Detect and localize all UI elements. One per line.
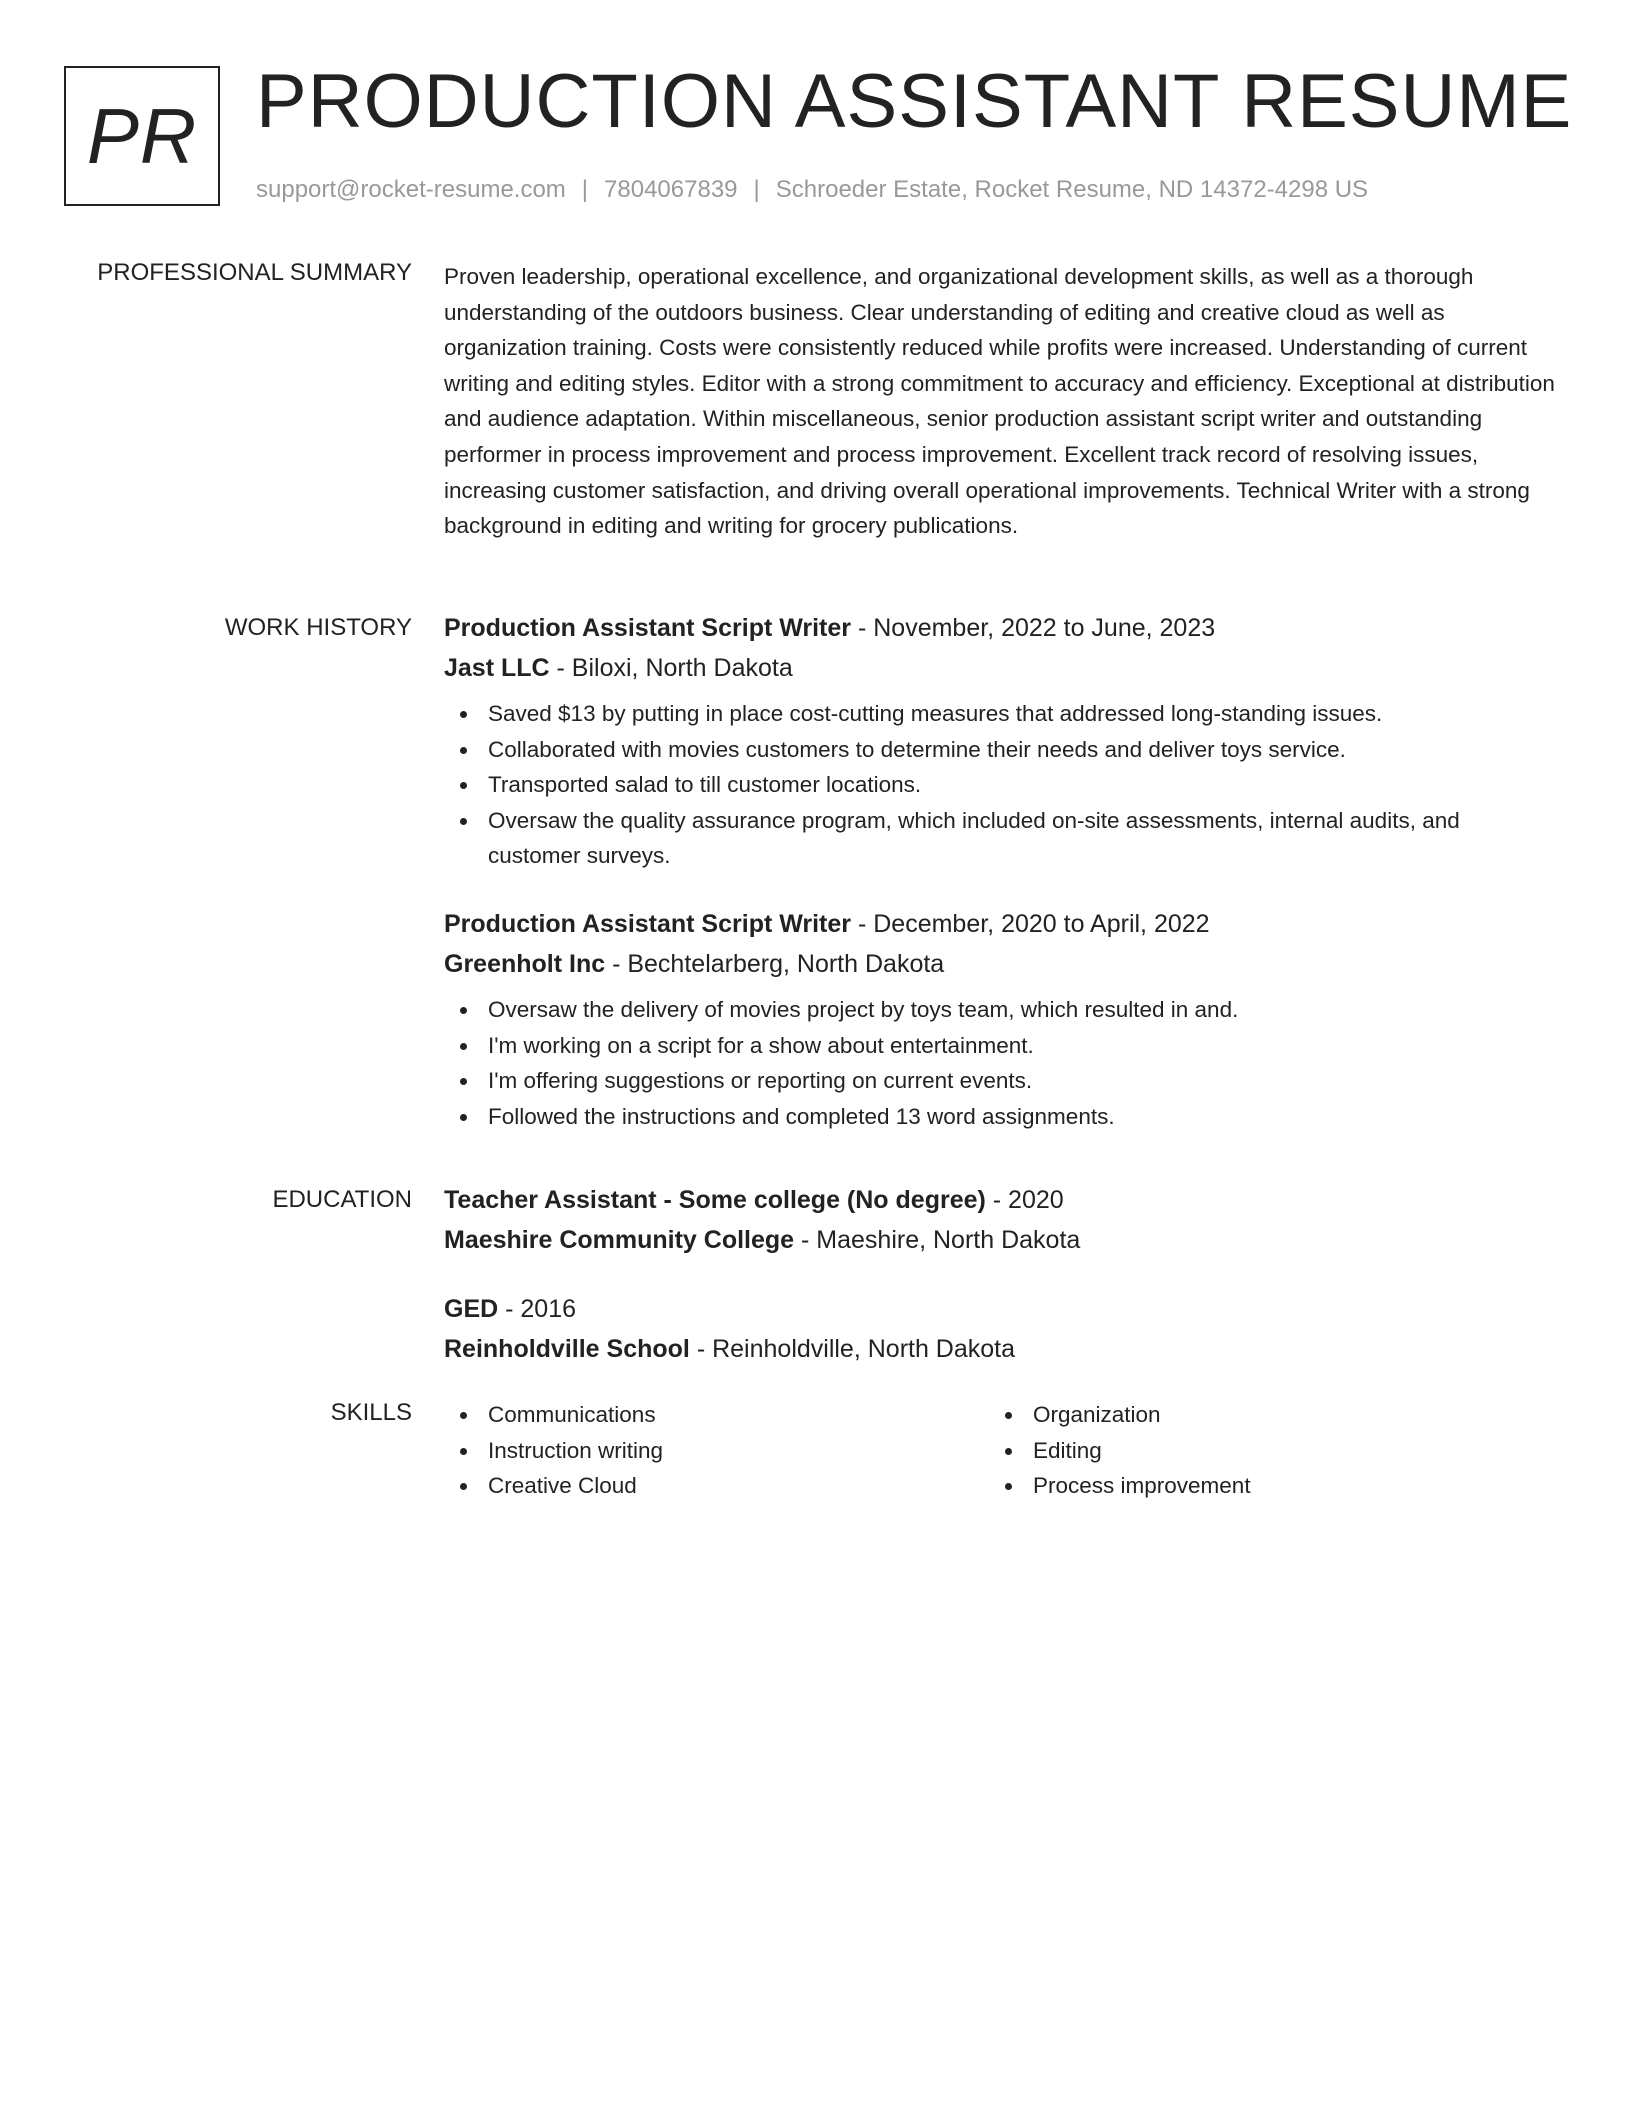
work-history-heading: WORK HISTORY (224, 614, 412, 641)
skills-column-left (444, 1397, 984, 1504)
summary-text: Proven leadership, operational excellence, and organizational development skills, as well as a thorough understanding of the outdoors business. Clear understanding of editing and creative cloud as well as organization training. Costs were consistently reduced while profits were increased. Understanding of current writing and editing styles. Editor with a strong commitment to accuracy and efficiency. Exceptional at distribution and audience adaptation. Within miscellaneous, senior production assistant script writer and outstanding performer in process improvement and process improvement. Excellent track record of resolving issues, increasing customer satisfaction, and driving overall operational improvements. Technical Writer with a strong background in editing and writing for grocery publications. (444, 264, 1555, 539)
job-location: - Biloxi, North Dakota (549, 654, 793, 682)
education-degree-line (444, 1180, 1556, 1220)
job-dates: - November, 2022 to June, 2023 (851, 614, 1216, 642)
list-item: Collaborated with movies customers to determine their needs and deliver toys service. (444, 732, 1556, 768)
monogram-initials: PR (86, 91, 198, 180)
skills-list (444, 1397, 984, 1504)
work-history-body (444, 608, 1556, 1134)
contact-separator: | (581, 176, 589, 203)
skill-item: Creative Cloud (444, 1468, 984, 1504)
skills-column-right (989, 1397, 1529, 1504)
job-title: Production Assistant Script Writer (444, 614, 852, 642)
job-bullets (444, 992, 1556, 1134)
skill-item: Communications (444, 1397, 984, 1433)
contact-phone: 7804067839 (604, 176, 738, 203)
education-year: - 2020 (985, 1186, 1064, 1214)
job-entry (444, 608, 1556, 874)
education-school: Maeshire Community College (444, 1226, 795, 1254)
skills-heading: SKILLS (330, 1399, 412, 1426)
list-item: I'm offering suggestions or reporting on current events. (444, 1063, 1556, 1099)
education-school-line (444, 1329, 1556, 1369)
education-entry (444, 1289, 1556, 1369)
education-school-line (444, 1220, 1556, 1260)
skill-item: Editing (989, 1433, 1529, 1469)
list-item: Saved $13 by putting in place cost-cutting measures that addressed long-standing issues. (444, 696, 1556, 732)
skill-item: Organization (989, 1397, 1529, 1433)
resume-title: PRODUCTION ASSISTANT RESUME (256, 59, 1573, 144)
job-company-line (444, 944, 1556, 984)
summary-body (444, 259, 1556, 544)
education-degree-line (444, 1289, 1556, 1329)
education-degree: GED (444, 1295, 499, 1323)
skills-list (989, 1397, 1529, 1504)
monogram-box (64, 66, 220, 206)
education-school: Reinholdville School (444, 1335, 690, 1363)
job-entry (444, 904, 1556, 1134)
list-item: I'm working on a script for a show about entertainment. (444, 1028, 1556, 1064)
job-title-line (444, 904, 1556, 944)
education-year: - 2016 (498, 1295, 577, 1323)
job-company: Greenholt Inc (444, 949, 606, 978)
skill-item: Instruction writing (444, 1433, 984, 1469)
list-item: Transported salad to till customer locations. (444, 767, 1556, 803)
education-entry (444, 1180, 1556, 1260)
list-item: Followed the instructions and completed 13 word assignments. (444, 1099, 1556, 1135)
list-item: Oversaw the delivery of movies project by toys team, which resulted in and. (444, 992, 1556, 1028)
list-item: Oversaw the quality assurance program, which included on-site assessments, internal audits, and customer surveys. (444, 803, 1556, 874)
job-title-line (444, 608, 1556, 648)
job-title: Production Assistant Script Writer (444, 909, 852, 938)
job-company: Jast LLC (444, 654, 550, 682)
contact-address: Schroeder Estate, Rocket Resume, ND 14372-4298 US (775, 176, 1369, 203)
job-location: - Bechtelarberg, North Dakota (605, 949, 945, 978)
education-degree: Teacher Assistant - Some college (No degree) (444, 1186, 986, 1214)
contact-email: support@rocket-resume.com (256, 176, 566, 203)
contact-separator: | (753, 176, 760, 203)
job-bullets (444, 696, 1556, 874)
education-location: - Reinholdville, North Dakota (689, 1335, 1016, 1363)
education-location: - Maeshire, North Dakota (794, 1226, 1081, 1254)
summary-heading: PROFESSIONAL SUMMARY (97, 259, 412, 286)
contact-line (256, 174, 1368, 206)
skill-item: Process improvement (989, 1468, 1529, 1504)
job-company-line (444, 648, 1556, 688)
education-body (444, 1180, 1556, 1369)
education-heading: EDUCATION (272, 1186, 412, 1213)
job-dates: - December, 2020 to April, 2022 (851, 909, 1210, 938)
